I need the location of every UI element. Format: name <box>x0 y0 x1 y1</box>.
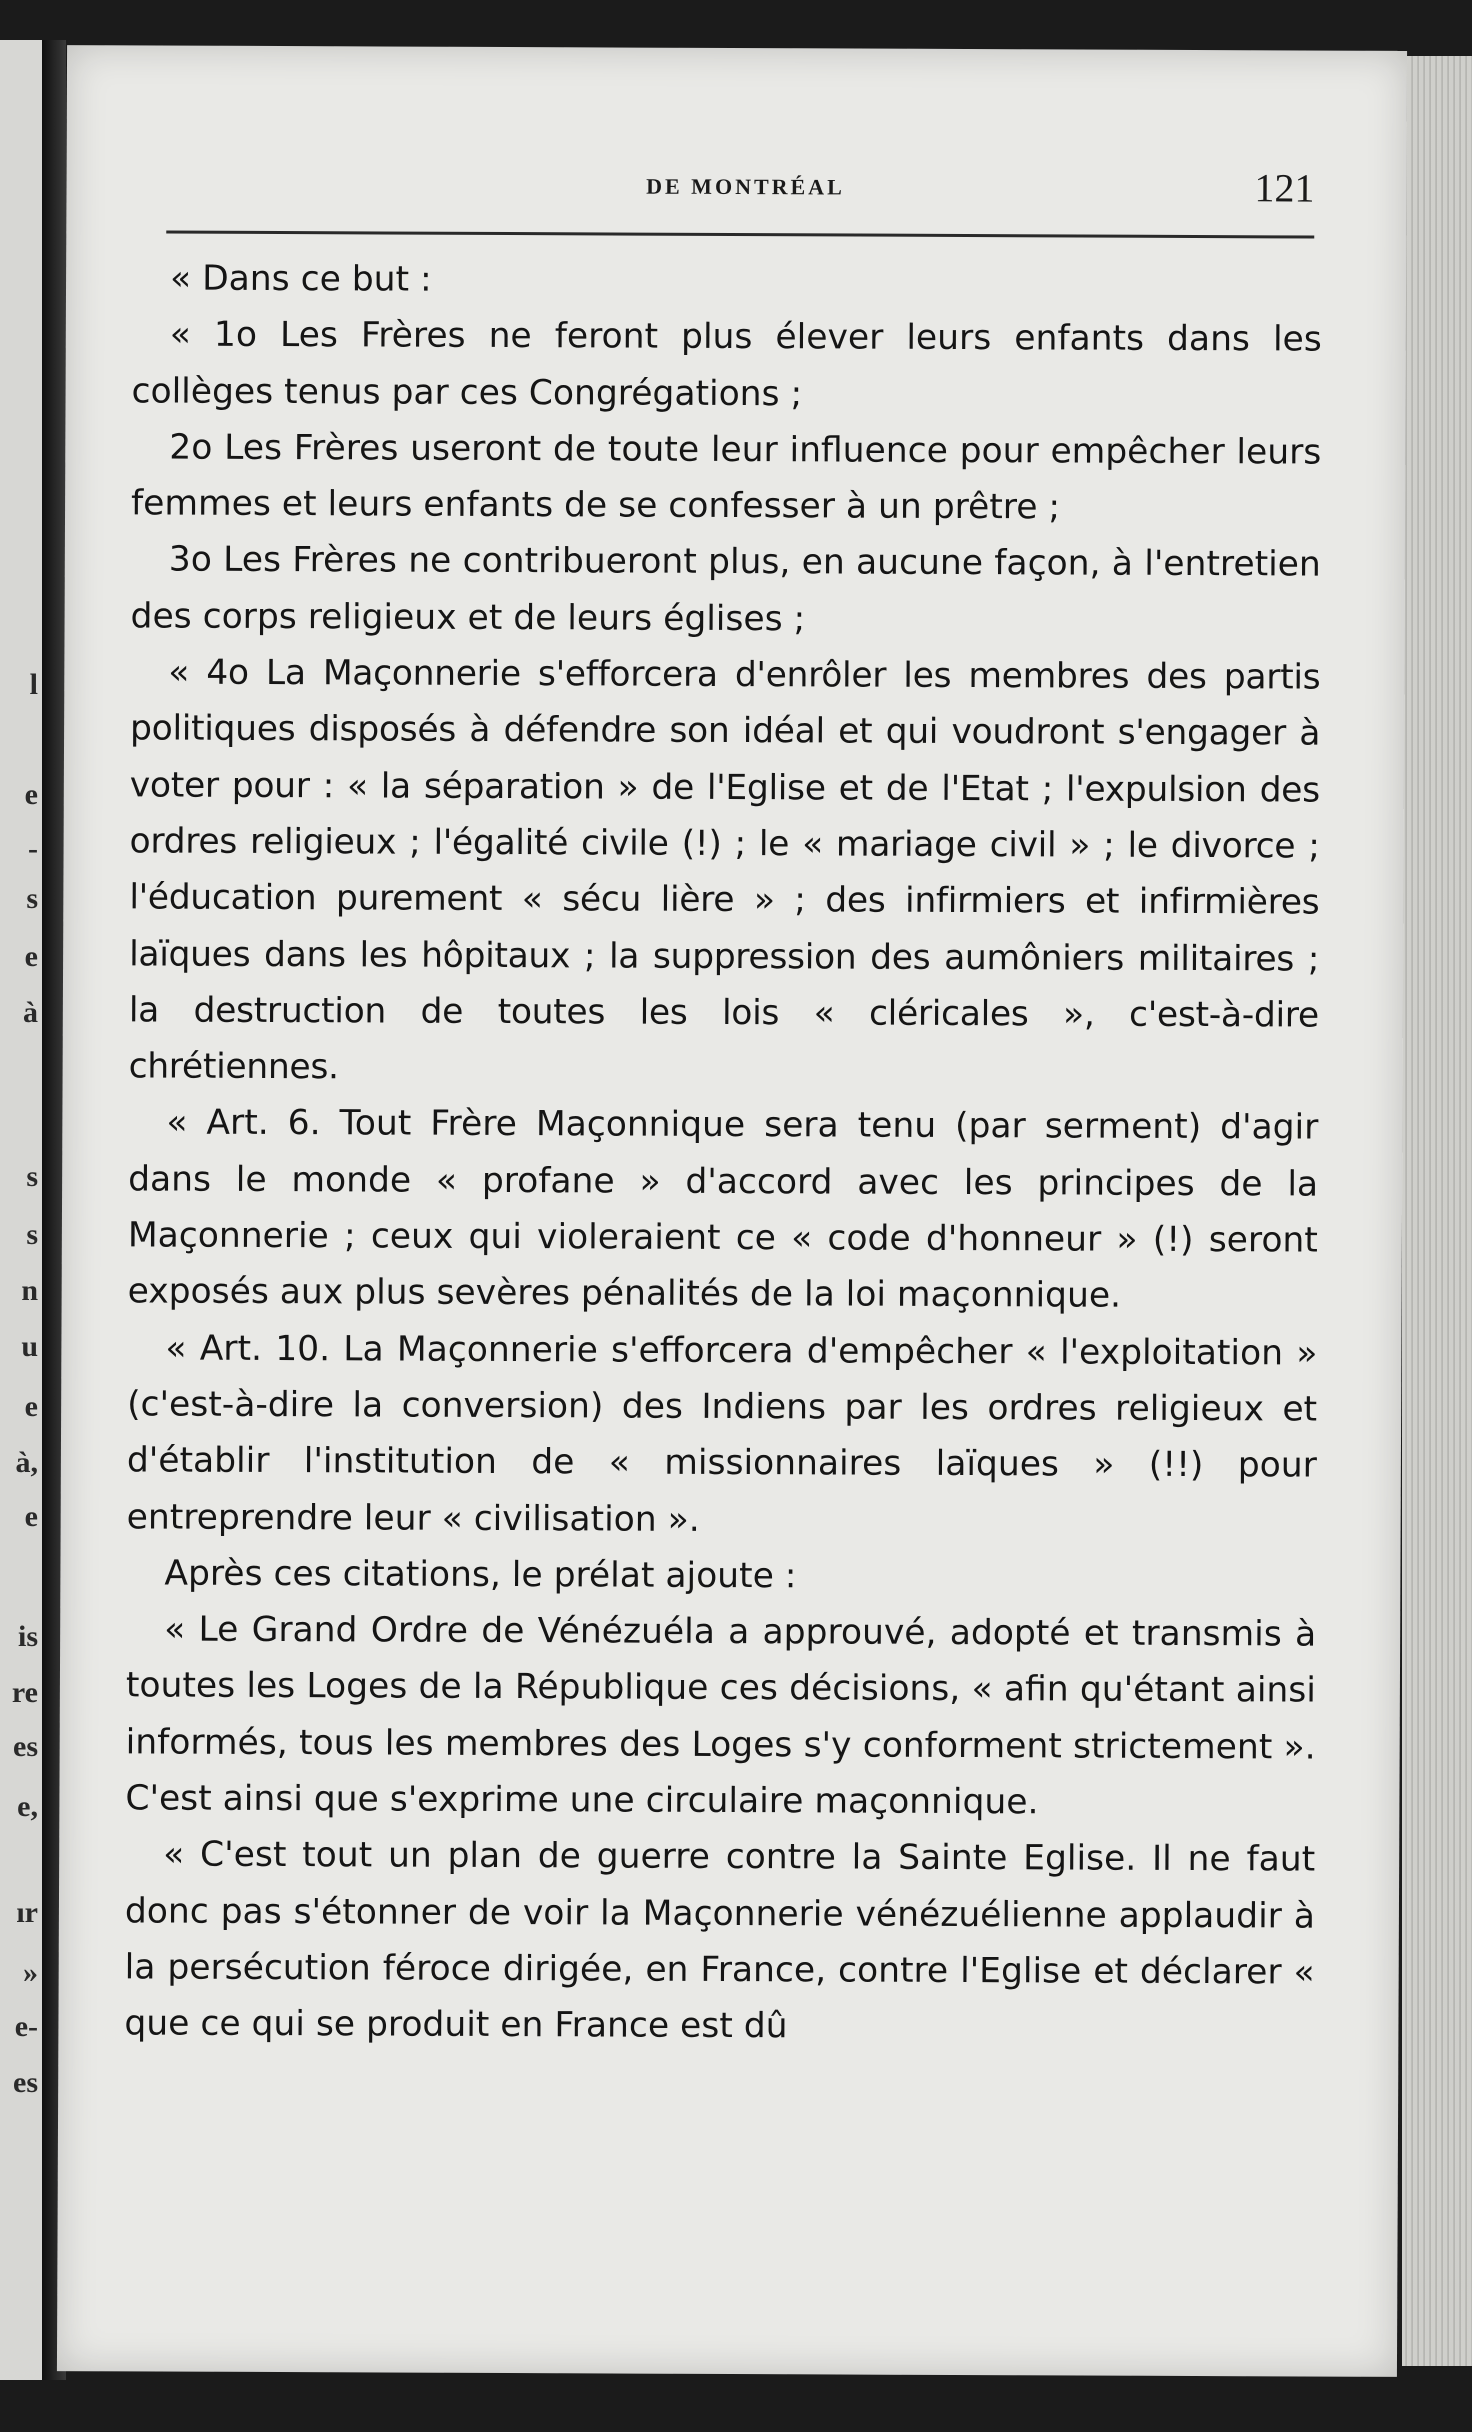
paragraph: « Art. 10. La Maçonnerie s'efforcera d'empêcher « l'exploitation » (c'est-à-dire la conversion) des Indiens par les ordres religieux et d'établir l'institution de « missionnaires laïques » (!!) pour entreprendre leur « civilisation ». <box>126 1328 1318 1540</box>
running-head <box>176 154 1314 219</box>
fragment: e <box>24 1500 38 1533</box>
fragment: l <box>29 668 38 701</box>
paragraph: « Art. 6. Tout Frère Maçonnique sera tenu (par serment) d'agir dans le monde « profane » d'accord avec les principes de la Maçonnerie ; ceux qui violeraient ce « code d'honneur » (!) seront exposés aux plus sevères pénalités de la loi maçonnique. <box>127 1102 1319 1317</box>
paragraph: Après ces citations, le prélat ajoute : <box>164 1553 797 1597</box>
paragraph: « C'est tout un plan de guerre contre la Sainte Eglise. Il ne faut donc pas s'étonner de voir la Maçonnerie vénézuélienne applaudir à la persécution féroce dirigée, en France, contre l'Eglise et déclarer « que ce qui se produit en France est dû <box>124 1834 1316 2047</box>
page-number: 121 <box>1254 165 1315 211</box>
fragment: u <box>21 1330 38 1363</box>
fragment: s <box>26 882 38 915</box>
fragment: e <box>24 940 38 973</box>
fragment: es <box>13 1730 38 1763</box>
fragment: ır <box>16 1896 38 1929</box>
paragraph: « 1o Les Frères ne feront plus élever leurs enfants dans les collèges tenus par ces Congrégations ; <box>131 314 1322 414</box>
page-stack-edges <box>1402 56 1472 2366</box>
fragment: e <box>24 1390 38 1423</box>
fragment: es <box>13 2066 38 2099</box>
body-text <box>124 250 1322 2057</box>
fragment: n <box>21 1274 38 1307</box>
fragment: s <box>26 1160 38 1193</box>
fragment: re <box>11 1676 38 1709</box>
fragment: » <box>23 1956 38 1989</box>
paragraph: 2o Les Frères useront de toute leur influence pour empêcher leurs femmes et leurs enfants de se confesser à un prêtre ; <box>130 427 1322 528</box>
running-title: DE MONTRÉAL <box>646 173 845 200</box>
fragment: à, <box>15 1446 38 1479</box>
fragment: is <box>17 1620 38 1653</box>
fragment: e- <box>14 2010 38 2043</box>
header-rule <box>166 231 1314 239</box>
fragment: e <box>24 778 38 811</box>
fragment: s <box>26 1218 38 1251</box>
paragraph: « 4o La Maçonnerie s'efforcera d'enrôler les membres des partis politiques disposés à défendre son idéal et qui voudront s'engager à voter pour : « la séparation » de l'Eglise et de l'Etat ; l'expulsion des ordres religieux ; l'égalité civile (!) ; le « mariage civil » ; le divorce ; l'éducation purement « sécu lière » ; des infirmiers et infirmières laïques dans les hôpitaux ; la suppression des aumôniers militaires ; la destruction de toutes les lois « cléricales », c'est-à-dire chrétiennes. <box>128 652 1321 1088</box>
fragment: à <box>23 996 38 1029</box>
paragraph: 3o Les Frères ne contribueront plus, en aucune façon, à l'entretien des corps religieux et de leurs églises ; <box>130 540 1321 640</box>
fragment: e, <box>17 1790 38 1823</box>
book-page <box>57 45 1407 2377</box>
fragment: - <box>28 832 38 865</box>
paragraph: « Le Grand Ordre de Vénézuéla a approuvé, adopté et transmis à toutes les Loges de la République ces décisions, « afin qu'étant ainsi informés, tous les membres des Loges s'y conforment strictement ». C'est ainsi que s'exprime une circulaire maçonnique. <box>125 1609 1317 1823</box>
facing-page-text-fragments <box>0 0 42 2432</box>
paragraph: « Dans ce but : <box>169 258 432 300</box>
